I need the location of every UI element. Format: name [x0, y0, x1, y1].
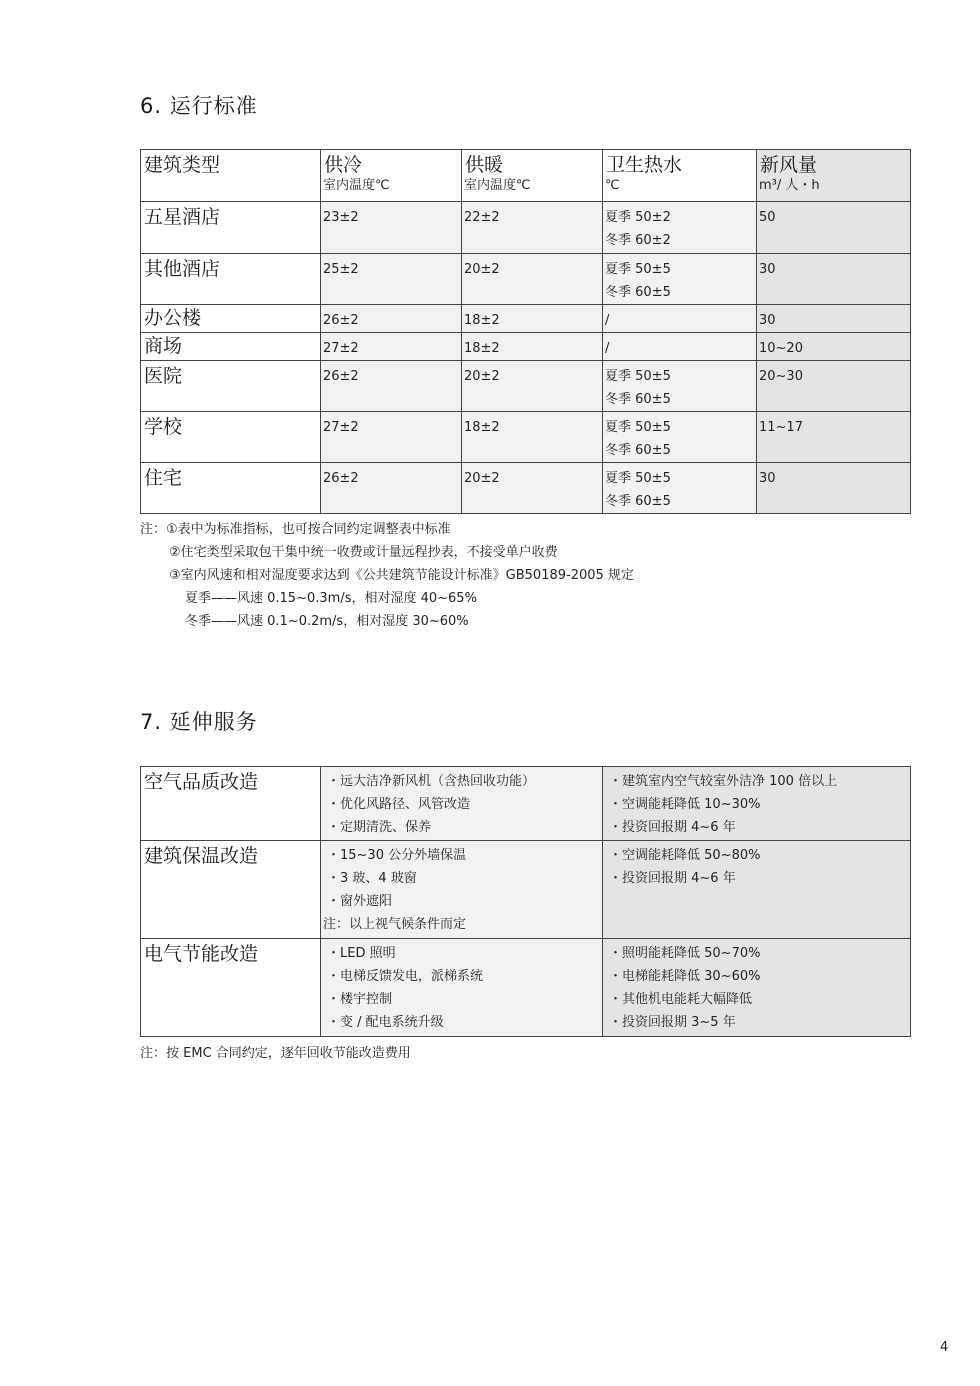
table-row — [141, 412, 911, 463]
service-name: 建筑保温改造 — [144, 845, 259, 867]
hot-water-value: 夏季 50±2 冬季 60±2 — [605, 210, 671, 248]
section-7-note — [140, 1042, 411, 1065]
table-row — [141, 305, 911, 333]
extended-services-table — [140, 766, 911, 1037]
header-label: 供冷 — [324, 154, 363, 176]
table-row — [141, 463, 911, 514]
header-fresh-air — [757, 150, 911, 202]
table-header-row — [141, 150, 911, 202]
heating-value: 18±2 — [464, 420, 500, 435]
fresh-air-value: 20~30 — [759, 369, 803, 384]
hot-water-value: 夏季 50±5 冬季 60±5 — [605, 420, 671, 458]
header-unit: ℃ — [605, 178, 620, 193]
header-label: 卫生热水 — [606, 154, 683, 176]
note-line: ③室内风速和相对湿度要求达到《公共建筑节能设计标准》GB50189-2005 规定 — [169, 568, 634, 583]
table-row — [141, 202, 911, 254]
table-row — [141, 361, 911, 412]
fresh-air-value: 11~17 — [759, 420, 803, 435]
header-cooling — [321, 150, 462, 202]
building-type: 住宅 — [144, 467, 183, 489]
cooling-value: 26±2 — [323, 313, 359, 328]
header-unit: 室内温度℃ — [464, 178, 531, 193]
service-name: 空气品质改造 — [144, 771, 259, 793]
table-row — [141, 841, 911, 939]
fresh-air-value: 30 — [759, 471, 776, 486]
heating-value: 22±2 — [464, 210, 500, 225]
hot-water-value: / — [605, 341, 610, 356]
operating-standards-table — [140, 149, 911, 514]
header-unit: 室内温度℃ — [323, 178, 390, 193]
service-name: 电气节能改造 — [144, 943, 259, 965]
fresh-air-value: 10~20 — [759, 341, 803, 356]
fresh-air-value: 30 — [759, 313, 776, 328]
note-line: 夏季——风速 0.15~0.3m/s，相对湿度 40~65% — [185, 591, 477, 606]
heating-value: 20±2 — [464, 471, 500, 486]
building-type: 五星酒店 — [144, 206, 221, 228]
table-row — [141, 254, 911, 305]
note-line: 注：按 EMC 合同约定，逐年回收节能改造费用 — [140, 1046, 411, 1061]
heating-value: 18±2 — [464, 341, 500, 356]
header-building-type — [141, 150, 321, 202]
header-hot-water — [603, 150, 757, 202]
fresh-air-value: 50 — [759, 210, 776, 225]
service-benefits: ・空调能耗降低 50~80% ・投资回报期 4~6 年 — [609, 848, 761, 886]
header-label: 新风量 — [760, 154, 818, 176]
heating-value: 18±2 — [464, 313, 500, 328]
note-line: ②住宅类型采取包干集中统一收费或计量远程抄表，不接受单户收费 — [169, 545, 558, 560]
note-line: 注：①表中为标准指标，也可按合同约定调整表中标准 — [140, 522, 451, 537]
building-type: 商场 — [144, 335, 183, 357]
heating-value: 20±2 — [464, 369, 500, 384]
service-measures: ・15~30 公分外墙保温 ・3 玻、4 玻窗 ・窗外遮阳 注：以上视气候条件而定 — [323, 848, 467, 932]
cooling-value: 26±2 — [323, 369, 359, 384]
table-row — [141, 939, 911, 1037]
header-heating — [462, 150, 603, 202]
section-6-title: 6. 运行标准 — [140, 94, 258, 118]
hot-water-value: 夏季 50±5 冬季 60±5 — [605, 369, 671, 407]
header-unit: m³/ 人・h — [759, 178, 820, 193]
header-label: 供暖 — [465, 154, 504, 176]
cooling-value: 26±2 — [323, 471, 359, 486]
fresh-air-value: 30 — [759, 262, 776, 277]
hot-water-value: / — [605, 313, 610, 328]
service-measures: ・LED 照明 ・电梯反馈发电，派梯系统 ・楼宇控制 ・变 / 配电系统升级 — [327, 946, 484, 1030]
cooling-value: 27±2 — [323, 420, 359, 435]
section-6-notes — [140, 518, 634, 633]
hot-water-value: 夏季 50±5 冬季 60±5 — [605, 471, 671, 509]
table-row — [141, 767, 911, 841]
note-line: 冬季——风速 0.1~0.2m/s，相对湿度 30~60% — [185, 614, 469, 629]
heating-value: 20±2 — [464, 262, 500, 277]
hot-water-value: 夏季 50±5 冬季 60±5 — [605, 262, 671, 300]
cooling-value: 25±2 — [323, 262, 359, 277]
section-7-title: 7. 延伸服务 — [140, 710, 258, 734]
building-type: 其他酒店 — [144, 258, 221, 280]
service-benefits: ・照明能耗降低 50~70% ・电梯能耗降低 30~60% ・其他机电能耗大幅降低 ・投资回报期 3~5 年 — [609, 946, 761, 1030]
cooling-value: 27±2 — [323, 341, 359, 356]
cooling-value: 23±2 — [323, 210, 359, 225]
table-row — [141, 333, 911, 361]
building-type: 学校 — [144, 416, 183, 438]
building-type: 办公楼 — [144, 307, 202, 329]
page-number: 4 — [940, 1340, 949, 1355]
service-measures: ・远大洁净新风机（含热回收功能） ・优化风路径、风管改造 ・定期清洗、保养 — [327, 774, 536, 835]
service-benefits: ・建筑室内空气较室外洁净 100 倍以上 ・空调能耗降低 10~30% ・投资回报期 4~6 年 — [609, 774, 838, 835]
header-label: 建筑类型 — [144, 154, 221, 176]
building-type: 医院 — [144, 365, 183, 387]
